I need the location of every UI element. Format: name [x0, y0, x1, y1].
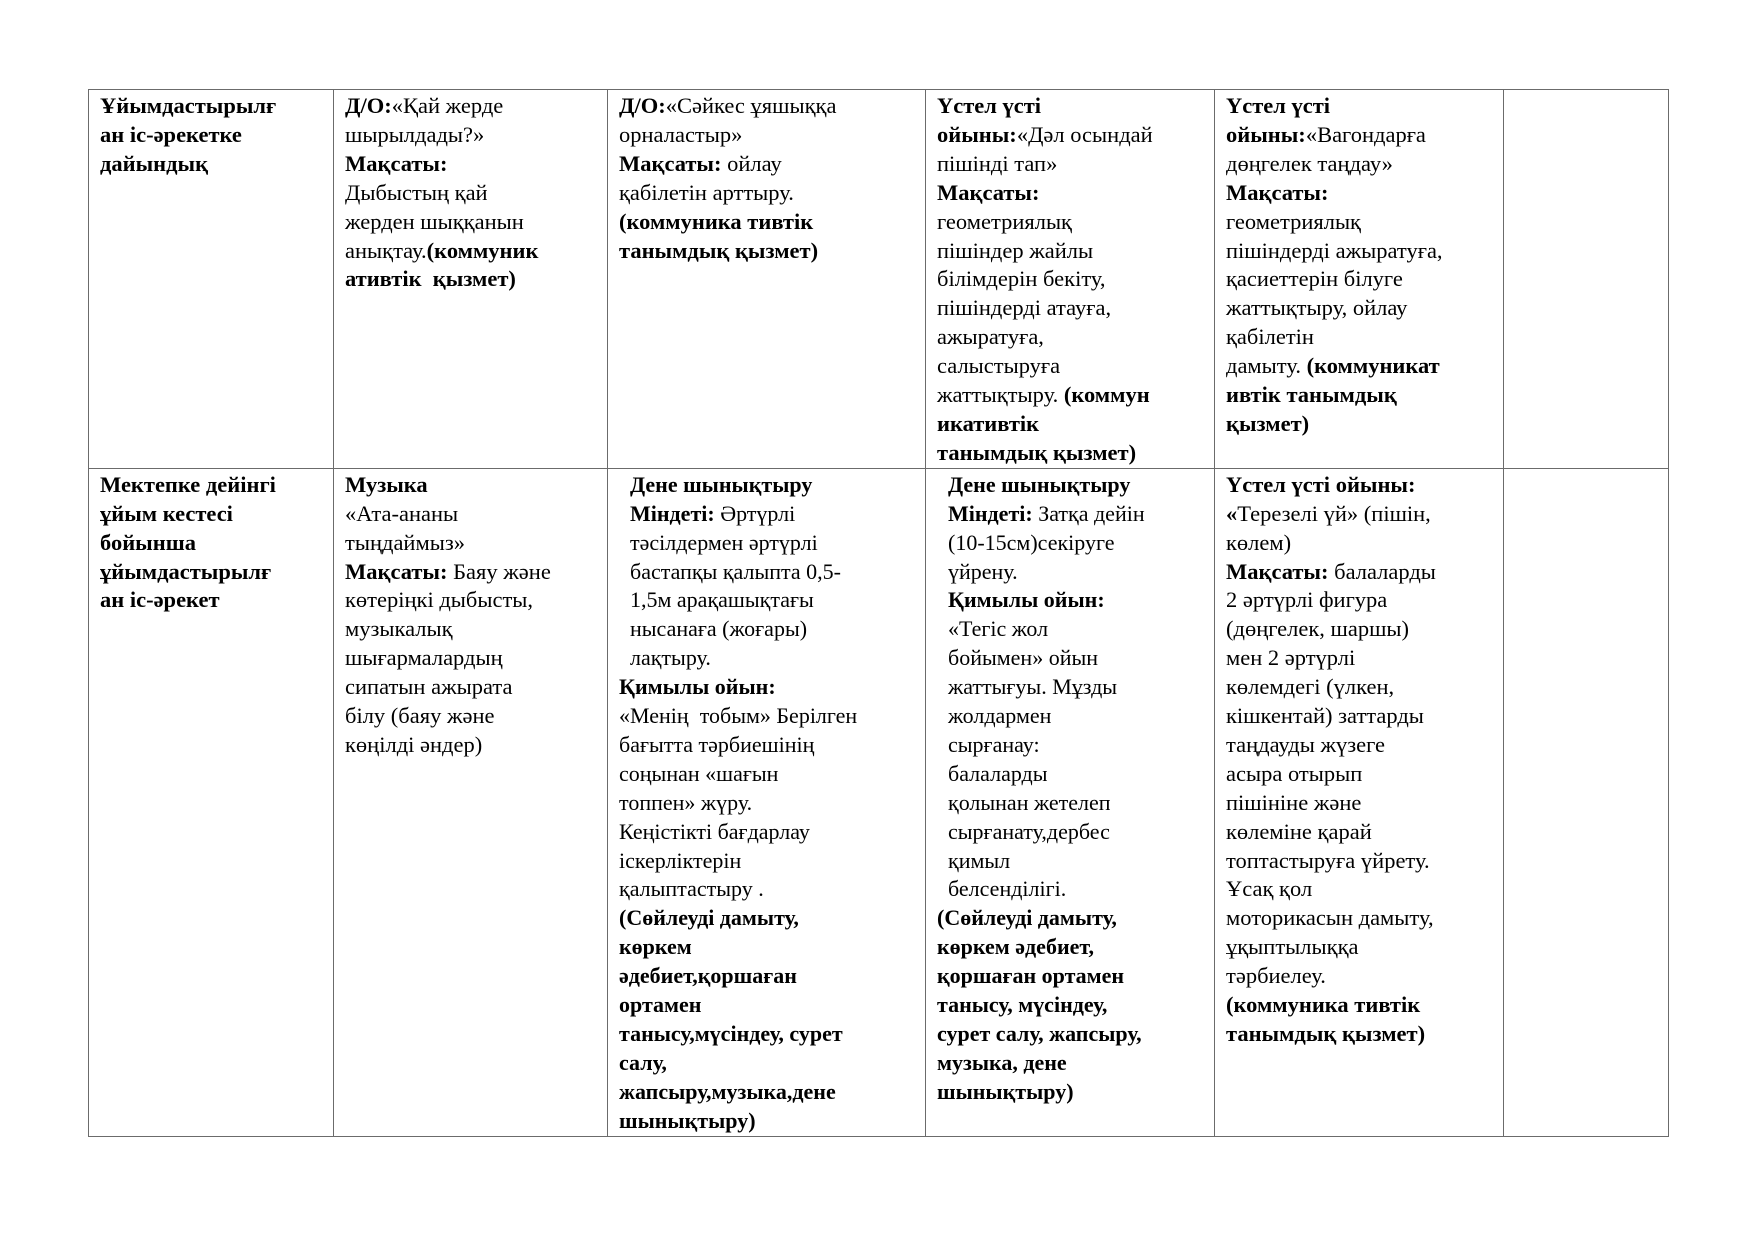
table-cell	[926, 90, 1215, 469]
text-line	[1226, 673, 1492, 702]
body-text: тәсілдермен әртүрлі	[630, 529, 818, 555]
body-text: Кеңістікті бағдарлау	[619, 818, 810, 844]
body-text: топпен» жүру.	[619, 789, 753, 815]
body-text: үйрену.	[948, 558, 1018, 584]
table-cell	[1215, 468, 1504, 1136]
text-line	[1226, 558, 1492, 587]
text-line	[100, 92, 322, 121]
bold-text: Үстел үсті	[937, 93, 1042, 118]
body-text: нысанаға (жоғары)	[630, 616, 808, 642]
text-line	[619, 847, 914, 876]
table-row	[89, 90, 1669, 469]
body-text: көлемдегі (үлкен,	[1226, 674, 1395, 700]
text-line	[937, 1049, 1203, 1078]
bold-text: (Сөйлеуді дамыту,	[937, 905, 1117, 931]
table-cell	[1215, 90, 1504, 469]
bold-text: Мақсаты:	[937, 179, 1040, 205]
text-line	[937, 760, 1203, 789]
body-text: лақтыру.	[630, 645, 711, 671]
bold-text: көркем әдебиет,	[937, 934, 1095, 960]
text-line	[345, 208, 596, 237]
text-line	[345, 265, 596, 294]
body-text: қабілетін	[1226, 324, 1314, 350]
text-line	[100, 529, 322, 558]
text-line	[937, 962, 1203, 991]
text-line	[1226, 381, 1492, 410]
text-line	[619, 529, 914, 558]
body-text: асыра отырып	[1226, 760, 1363, 786]
text-line	[1226, 644, 1492, 673]
text-line	[100, 121, 322, 150]
text-line	[937, 586, 1203, 615]
bold-text: танысу, мүсіндеу,	[937, 992, 1108, 1018]
body-text: белсенділігі.	[948, 876, 1067, 902]
text-line	[619, 586, 914, 615]
text-line	[937, 644, 1203, 673]
body-text: бастапқы қалыпта 0,5-	[630, 558, 841, 584]
bold-text: ан іс-әрекетке	[100, 121, 242, 147]
text-line	[345, 731, 596, 760]
text-line	[619, 208, 914, 237]
text-line	[1226, 933, 1492, 962]
body-text: дөңгелек таңдау»	[1226, 150, 1393, 176]
text-line	[937, 991, 1203, 1020]
body-text: ойлау	[721, 150, 782, 176]
bold-text: (коммун	[1063, 382, 1150, 408]
text-line	[345, 615, 596, 644]
body-text: жаттықтыру.	[937, 382, 1064, 408]
body-text: геометриялық	[1226, 208, 1361, 234]
bold-text: Мақсаты:	[345, 558, 448, 584]
text-line	[345, 179, 596, 208]
text-line	[100, 500, 322, 529]
bold-text: ойыны:	[1226, 121, 1306, 147]
body-text: көлеміне қарай	[1226, 818, 1372, 844]
text-line	[619, 731, 914, 760]
text-line	[1226, 702, 1492, 731]
bold-text: ұйым кестесі	[100, 500, 233, 526]
text-line	[345, 529, 596, 558]
text-line	[100, 558, 322, 587]
text-line	[937, 615, 1203, 644]
text-line	[619, 1078, 914, 1107]
text-line	[937, 237, 1203, 266]
bold-text: Ұйымдастырылғ	[100, 93, 277, 118]
body-text: қимыл	[948, 847, 1011, 873]
text-line	[937, 702, 1203, 731]
bold-text: Үстел үсті	[1226, 93, 1331, 118]
text-line	[937, 933, 1203, 962]
text-line	[619, 933, 914, 962]
body-text: тәрбиелеу.	[1226, 963, 1326, 989]
body-text: салыстыруға	[937, 353, 1061, 379]
bold-text: дайындық	[100, 150, 209, 176]
text-line	[345, 150, 596, 179]
body-text: пішініне және	[1226, 789, 1362, 815]
text-line	[619, 471, 914, 500]
body-text: Затқа дейін	[1032, 500, 1145, 526]
body-text: орналастыр»	[619, 121, 743, 147]
body-text: мен 2 әртүрлі	[1226, 645, 1356, 671]
bold-text: (коммуник	[426, 237, 539, 263]
text-line	[619, 702, 914, 731]
bold-text: икативтік	[937, 410, 1040, 436]
text-line	[619, 991, 914, 1020]
text-line	[619, 121, 914, 150]
text-line	[1226, 847, 1492, 876]
text-line	[345, 644, 596, 673]
text-line	[937, 529, 1203, 558]
text-line	[619, 237, 914, 266]
bold-text: Мектепке дейінгі	[100, 471, 276, 497]
text-line	[1226, 789, 1492, 818]
bold-text: Үстел үсті ойыны:	[1226, 471, 1416, 497]
text-line	[345, 92, 596, 121]
bold-text: Дене шынықтыру	[948, 471, 1131, 497]
text-line	[619, 875, 914, 904]
body-text: шығармалардың	[345, 645, 503, 671]
text-line	[345, 471, 596, 500]
body-text: пішіндерді ажыратуға,	[1226, 237, 1443, 263]
body-text: сипатын ажырата	[345, 674, 513, 700]
body-text: 2 әртүрлі фигура	[1226, 587, 1388, 613]
table-cell	[608, 468, 926, 1136]
text-line	[619, 615, 914, 644]
bold-text: жапсыру,музыка,дене	[619, 1078, 836, 1104]
text-line	[345, 586, 596, 615]
text-line	[937, 352, 1203, 381]
body-text: «Сәйкес ұяшыққа	[665, 93, 837, 118]
body-text: жолдармен	[948, 703, 1052, 729]
body-text: Ұсақ қол	[1226, 876, 1313, 902]
bold-text: шынықтыру)	[937, 1078, 1074, 1104]
body-text: тыңдаймыз»	[345, 529, 465, 555]
body-text: сырғанату,дербес	[948, 818, 1110, 844]
text-line	[937, 500, 1203, 529]
text-line	[1226, 962, 1492, 991]
bold-text: Мақсаты:	[1226, 558, 1329, 584]
body-text: кішкентай) заттарды	[1226, 703, 1424, 729]
row-header-cell	[89, 90, 334, 469]
bold-text: музыка, дене	[937, 1049, 1067, 1075]
body-text: балаларды	[948, 760, 1048, 786]
text-line	[937, 381, 1203, 410]
text-line	[619, 904, 914, 933]
body-text: пішіндерді атауға,	[937, 295, 1112, 321]
text-line	[619, 500, 914, 529]
table-cell	[334, 90, 608, 469]
text-line	[619, 150, 914, 179]
text-line	[619, 92, 914, 121]
bold-text: ивтік танымдық	[1226, 382, 1397, 408]
body-text: білу (баяу және	[345, 703, 495, 729]
text-line	[345, 673, 596, 702]
body-text: ұқыптылыққа	[1226, 934, 1359, 960]
text-line	[100, 586, 322, 615]
text-line	[937, 673, 1203, 702]
bold-text: Қимылы ойын:	[619, 674, 776, 700]
body-text: топтастыруға үйрету.	[1226, 847, 1430, 873]
text-line	[1226, 471, 1492, 500]
table-cell	[608, 90, 926, 469]
text-line	[937, 1078, 1203, 1107]
body-text: көңілді әндер)	[345, 731, 483, 757]
bold-text: ортамен	[619, 992, 702, 1018]
bold-text: Мақсаты:	[1226, 179, 1329, 205]
text-line	[937, 121, 1203, 150]
bold-text: қызмет)	[1226, 410, 1310, 436]
bold-text: «	[1226, 500, 1238, 526]
bold-text: (Сөйлеуді дамыту,	[619, 905, 799, 931]
schedule-table	[88, 89, 1669, 1137]
text-line	[937, 439, 1203, 468]
bold-text: салу,	[619, 1049, 667, 1075]
text-line	[1226, 615, 1492, 644]
text-line	[1226, 875, 1492, 904]
text-line	[937, 179, 1203, 208]
body-text: пішінді тап»	[937, 150, 1058, 176]
table-cell	[926, 468, 1215, 1136]
text-line	[619, 760, 914, 789]
text-line	[1226, 352, 1492, 381]
text-line	[619, 818, 914, 847]
body-text: «Ата-ананы	[345, 500, 459, 526]
text-line	[619, 644, 914, 673]
body-text: «Вагондарға	[1305, 121, 1426, 147]
body-text: қалыптастыру .	[619, 876, 764, 902]
body-text: сырғанау:	[948, 731, 1040, 757]
body-text: анықтау.	[345, 237, 427, 263]
text-line	[937, 471, 1203, 500]
body-text: іскерліктерін	[619, 847, 742, 873]
text-line	[345, 500, 596, 529]
body-text: балаларды	[1328, 558, 1436, 584]
text-line	[1226, 265, 1492, 294]
body-text: білімдерін бекіту,	[937, 266, 1106, 292]
text-line	[619, 789, 914, 818]
text-line	[937, 265, 1203, 294]
body-text: Дыбыстың қай	[345, 179, 488, 205]
body-text: «Дәл осындай	[1016, 121, 1153, 147]
text-line	[937, 847, 1203, 876]
text-line	[1226, 904, 1492, 933]
body-text: Терезелі үй» (пішін,	[1237, 500, 1431, 526]
body-text: Баяу және	[447, 558, 551, 584]
text-line	[937, 208, 1203, 237]
body-text: шырылдады?»	[345, 121, 485, 147]
text-line	[937, 92, 1203, 121]
row-header-cell	[89, 468, 334, 1136]
text-line	[937, 904, 1203, 933]
text-line	[937, 294, 1203, 323]
body-text: таңдауды жүзеге	[1226, 731, 1386, 757]
bold-text: Мақсаты:	[619, 150, 722, 176]
body-text: қасиеттерін білуге	[1226, 266, 1403, 292]
bold-text: Д/О:	[345, 93, 392, 118]
body-text: бойымен» ойын	[948, 645, 1099, 671]
text-line	[1226, 529, 1492, 558]
empty-cell	[1504, 468, 1669, 1136]
text-line	[937, 1020, 1203, 1049]
bold-text: ұйымдастырылғ	[100, 558, 272, 584]
text-line	[1226, 208, 1492, 237]
text-line	[1226, 323, 1492, 352]
bold-text: Дене шынықтыру	[630, 471, 813, 497]
bold-text: Міндеті:	[948, 500, 1033, 526]
body-text: (дөңгелек, шаршы)	[1226, 616, 1410, 642]
text-line	[1226, 1020, 1492, 1049]
bold-text: ан іс-әрекет	[100, 587, 220, 613]
bold-text: шынықтыру)	[619, 1107, 756, 1133]
body-text: ажыратуға,	[937, 324, 1044, 350]
body-text: қолынан жетелеп	[948, 789, 1111, 815]
bold-text: танымдық қызмет)	[1226, 1021, 1426, 1046]
text-line	[619, 1107, 914, 1136]
text-line	[619, 179, 914, 208]
text-line	[937, 410, 1203, 439]
body-text: пішіндер жайлы	[937, 237, 1094, 263]
text-line	[619, 962, 914, 991]
text-line	[937, 818, 1203, 847]
text-line	[1226, 586, 1492, 615]
text-line	[1226, 92, 1492, 121]
text-line	[1226, 410, 1492, 439]
text-line	[100, 471, 322, 500]
bold-text: әдебиет,қоршаған	[619, 963, 797, 989]
text-line	[345, 237, 596, 266]
bold-text: Музыка	[345, 471, 428, 497]
text-line	[1226, 179, 1492, 208]
body-text: Әртүрлі	[714, 500, 796, 526]
bold-text: сурет салу, жапсыру,	[937, 1021, 1142, 1046]
text-line	[937, 789, 1203, 818]
bold-text: танысу,мүсіндеу, сурет	[619, 1021, 843, 1046]
text-line	[1226, 294, 1492, 323]
body-text: көтеріңкі дыбысты,	[345, 587, 534, 613]
text-line	[619, 1049, 914, 1078]
body-text: «Қай жерде	[391, 93, 504, 118]
body-text: қабілетін арттыру.	[619, 179, 794, 205]
empty-cell	[1504, 90, 1669, 469]
text-line	[937, 731, 1203, 760]
table-row	[89, 468, 1669, 1136]
bold-text: Қимылы ойын:	[948, 587, 1105, 613]
body-text: жаттықтыру, ойлау	[1226, 295, 1408, 321]
body-text: геометриялық	[937, 208, 1072, 234]
bold-text: Д/О:	[619, 93, 666, 118]
bold-text: танымдық қызмет)	[937, 439, 1137, 465]
text-line	[1226, 991, 1492, 1020]
text-line	[1226, 731, 1492, 760]
bold-text: бойынша	[100, 529, 196, 555]
text-line	[1226, 121, 1492, 150]
bold-text: қоршаған ортамен	[937, 963, 1125, 989]
body-text: музыкалық	[345, 616, 453, 642]
text-line	[937, 150, 1203, 179]
text-line	[345, 558, 596, 587]
text-line	[1226, 237, 1492, 266]
body-text: моторикасын дамыту,	[1226, 905, 1434, 931]
bold-text: көркем	[619, 934, 692, 960]
text-line	[937, 558, 1203, 587]
body-text: «Менің тобым» Берілген	[619, 703, 858, 729]
text-line	[100, 150, 322, 179]
body-text: көлем)	[1226, 529, 1292, 555]
text-line	[619, 558, 914, 587]
text-line	[1226, 500, 1492, 529]
text-line	[1226, 150, 1492, 179]
text-line	[937, 875, 1203, 904]
text-line	[345, 121, 596, 150]
bold-text: Міндеті:	[630, 500, 715, 526]
text-line	[937, 323, 1203, 352]
text-line	[345, 702, 596, 731]
bold-text: (коммуника тивтік	[1226, 992, 1421, 1018]
bold-text: (коммуникат	[1306, 353, 1440, 379]
table-cell	[334, 468, 608, 1136]
text-line	[1226, 818, 1492, 847]
body-text: бағытта тәрбиешінің	[619, 731, 815, 757]
text-line	[619, 673, 914, 702]
body-text: «Тегіс жол	[948, 616, 1049, 642]
bold-text: танымдық қызмет)	[619, 237, 819, 263]
body-text: 1,5м арақашықтағы	[630, 587, 814, 613]
bold-text: Мақсаты:	[345, 150, 448, 176]
text-line	[1226, 760, 1492, 789]
body-text: (10-15см)секіруге	[948, 529, 1115, 555]
text-line	[619, 1020, 914, 1049]
body-text: жерден шыққанын	[345, 208, 524, 234]
body-text: жаттығуы. Мұзды	[948, 674, 1118, 700]
body-text: соңынан «шағын	[619, 760, 779, 786]
bold-text: ативтік қызмет)	[345, 266, 516, 292]
bold-text: (коммуника тивтік	[619, 208, 814, 234]
bold-text: ойыны:	[937, 121, 1017, 147]
body-text: дамыту.	[1226, 353, 1307, 379]
